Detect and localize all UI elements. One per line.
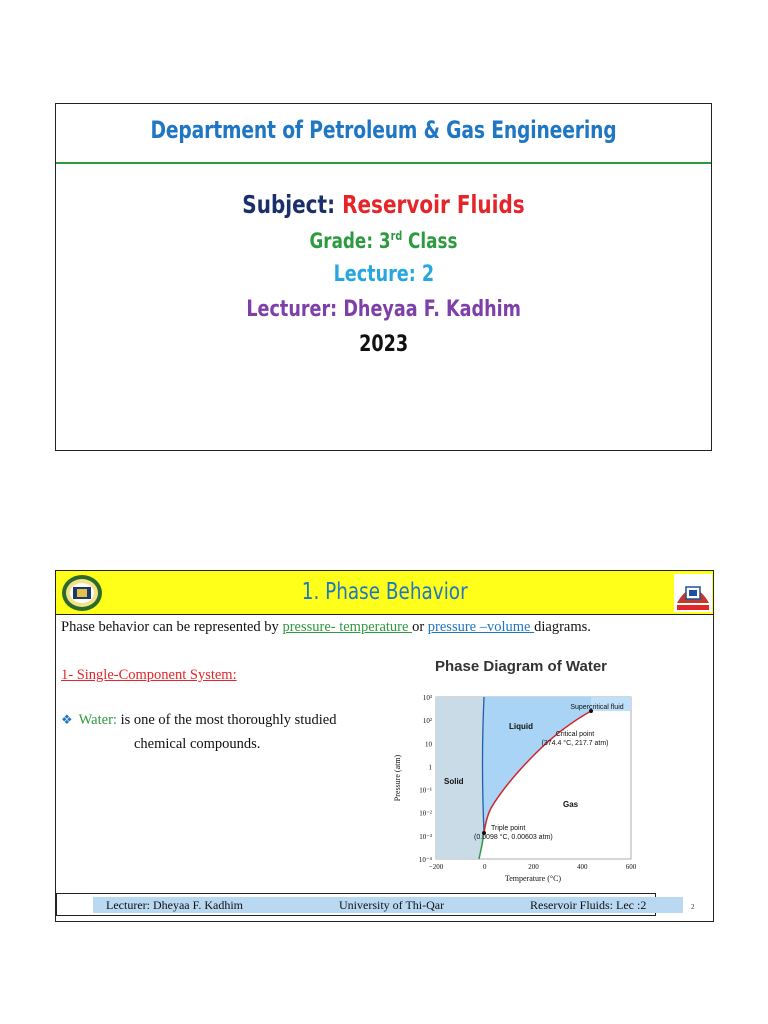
phase-diagram-chart	[391, 653, 651, 883]
subject-label: Subject:	[242, 190, 336, 219]
subject-value: Reservoir Fluids	[342, 190, 525, 219]
x-axis-ticks	[429, 863, 637, 871]
intro-text-a: Phase behavior can be represented by	[61, 619, 283, 635]
lecture-line	[56, 262, 711, 287]
y-tick-label: 10³	[422, 694, 432, 702]
slide-title-text: 1. Phase Behavior	[301, 579, 468, 605]
x-axis-label: Temperature (°C)	[504, 874, 562, 883]
x-tick-label: −200	[428, 863, 444, 871]
year-line	[56, 332, 711, 357]
region-label-supercritical: Supercritical fluid	[570, 704, 624, 711]
triple-point-label: Triple point	[491, 825, 526, 832]
y-axis-label: Pressure (atm)	[393, 754, 402, 802]
region-label-solid: Solid	[444, 777, 464, 786]
footer-university: University of Thi-Qar	[339, 898, 445, 912]
footer-course: Reservoir Fluids: Lec :2	[530, 898, 647, 912]
subject-line	[56, 190, 711, 219]
lecturer-name: Lecturer: Dheyaa F. Kadhim	[246, 297, 521, 322]
phase-behavior-slide	[55, 570, 714, 922]
triple-point-detail: (0.0098 °C, 0.00603 atm)	[474, 834, 553, 841]
region-label-gas: Gas	[563, 800, 579, 809]
single-component-heading: 1- Single-Component System:	[61, 667, 237, 683]
critical-point-detail: (374.4 °C, 217.7 atm)	[541, 740, 609, 747]
lecture-number: Lecture: 2	[333, 262, 434, 287]
department-title: Department of Petroleum & Gas Engineering	[150, 116, 617, 144]
water-text-2: chemical compounds.	[134, 736, 261, 752]
intro-text-c: diagrams.	[534, 619, 591, 635]
pressure-temperature-link[interactable]: pressure- temperature	[282, 619, 413, 635]
grade-suffix: Class	[408, 229, 458, 253]
grade-line	[56, 229, 711, 253]
water-text-1: is one of the most thoroughly studied	[116, 712, 337, 728]
y-axis-ticks	[419, 694, 433, 864]
pressure-volume-link[interactable]: pressure –volume	[427, 619, 535, 635]
y-tick-label: 10²	[422, 717, 432, 726]
slide-header	[56, 104, 711, 164]
x-tick-label: 400	[577, 863, 588, 871]
intro-text-b: or	[412, 619, 428, 635]
x-tick-label: 600	[625, 863, 637, 871]
college-logo-icon	[673, 573, 713, 613]
y-tick-label: 10⁻²	[419, 809, 432, 818]
intro-paragraph	[61, 619, 591, 636]
water-label: Water:	[78, 712, 117, 728]
y-tick-label: 10⁻⁴	[418, 856, 432, 864]
water-bullet	[61, 712, 336, 729]
slide-title	[56, 579, 713, 605]
title-slide	[55, 103, 712, 451]
y-tick-label: 1	[428, 763, 432, 772]
region-label-liquid: Liquid	[509, 722, 533, 731]
diamond-bullet-icon: ❖	[61, 712, 73, 727]
footer-lecturer: Lecturer: Dheyaa F. Kadhim	[106, 898, 243, 912]
y-tick-label: 10	[425, 740, 432, 749]
y-tick-label: 10⁻³	[419, 832, 432, 841]
grade-prefix: Grade: 3	[309, 229, 391, 253]
y-tick-label: 10⁻¹	[419, 786, 432, 795]
x-tick-label: 0	[483, 863, 487, 871]
critical-point-label: Critical point	[555, 731, 595, 738]
year: 2023	[358, 332, 408, 357]
chart-title: Phase Diagram of Water	[435, 658, 607, 675]
x-tick-label: 200	[528, 863, 539, 871]
title-banner	[56, 571, 713, 615]
page-number: 2	[691, 903, 695, 911]
grade-superscript: rd	[390, 229, 403, 243]
lecturer-line	[56, 297, 711, 322]
